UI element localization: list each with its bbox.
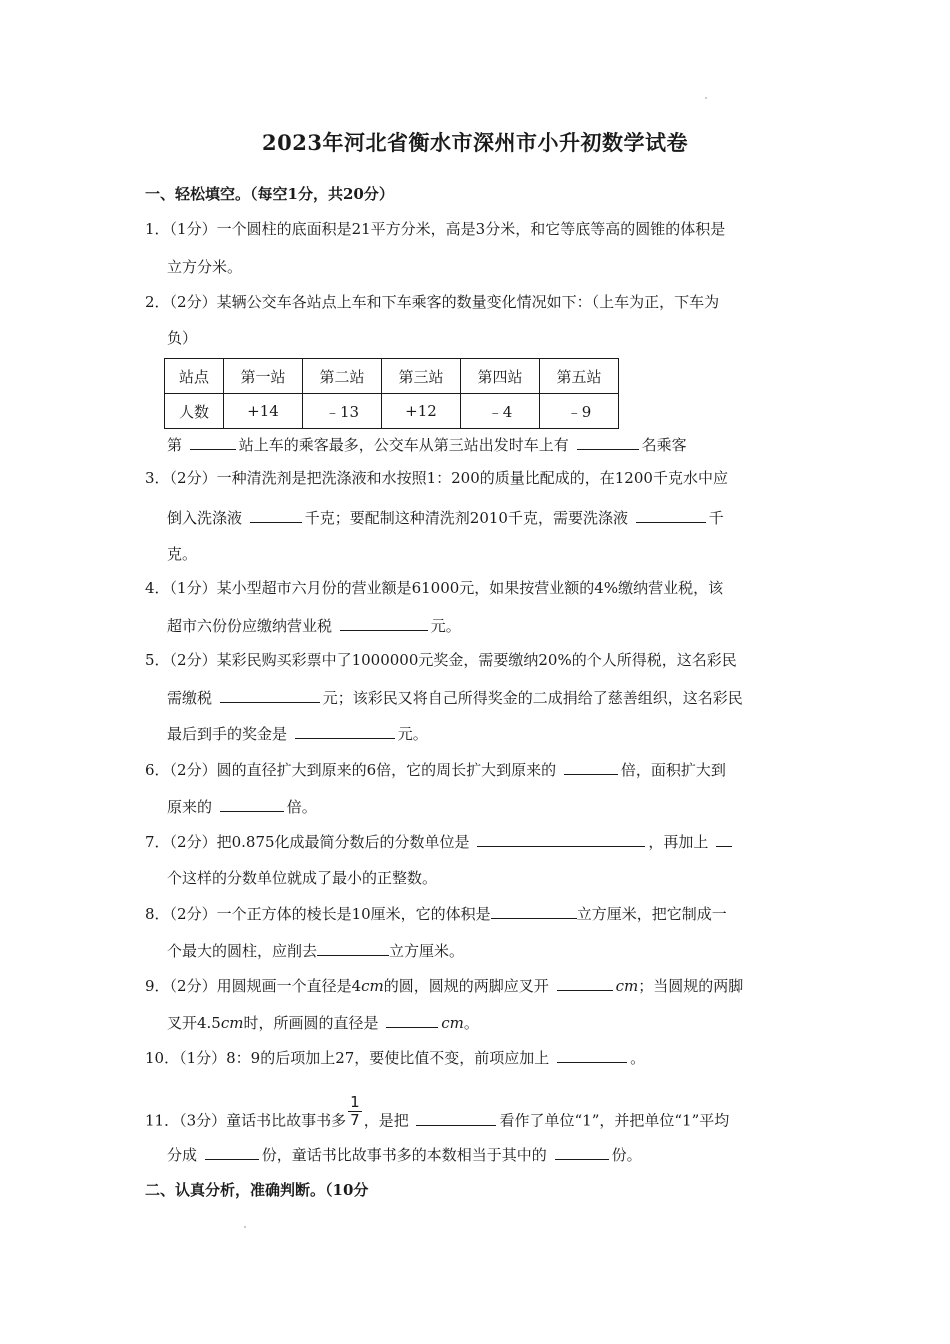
question-5-line-1: 5．（2分）某彩民购买彩票中了1000000元奖金，需要缴纳20%的个人所得税，这名彩民 <box>145 651 737 669</box>
table-cell: +12 <box>382 394 461 429</box>
question-1-line-2: 立方分米。 <box>167 258 243 276</box>
table-cell: 站点 <box>165 359 224 394</box>
question-7-line-1: 7．（2分）把0.875化成最简分数后的分数单位是 ，再加上 <box>145 830 810 852</box>
question-3-line-3: 克。 <box>167 545 198 563</box>
table-cell: 第五站 <box>540 359 619 394</box>
question-3-line-1: 3．（2分）一种清洗剂是把洗涤液和水按照1：200的质量比配成的，在1200千克水中应 <box>145 469 728 487</box>
table-cell: 第二站 <box>303 359 382 394</box>
table-cell: ﹣4 <box>461 394 540 429</box>
question-11-line-1: 11．（3分）童话书比故事书多 $\frac{1}{7}$ ，是把 看作了单位“1”，并把单位“1”平均 <box>145 1093 730 1130</box>
table-cell: 第三站 <box>382 359 461 394</box>
page-title: 2023年河北省衡水市深州市小升初数学试卷 <box>262 130 688 155</box>
question-2-line-3: 第 站上车的乘客最多，公交车从第三站出发时车上有 名乘客 <box>167 433 807 455</box>
question-7-line-2: 个这样的分数单位就成了最小的正整数。 <box>167 869 438 887</box>
question-10-line-1: 10．（1分）8：9的后项加上27，要使比值不变，前项应加上 。 <box>145 1046 810 1068</box>
fraction: $\frac{1}{7}$ <box>350 1093 360 1129</box>
section-2-heading: 二、认真分析，准确判断。（10分 <box>145 1181 369 1199</box>
question-1-line-1: 1．（1分）一个圆柱的底面积是21平方分米，高是3分米，和它等底等高的圆锥的体积是 <box>145 220 726 238</box>
scan-speck <box>705 97 707 99</box>
question-8-line-2: 个最大的圆柱，应削去 立方厘米。 <box>167 939 807 961</box>
question-5-line-2: 需缴税 元；该彩民又将自己所得奖金的二成捐给了慈善组织，这名彩民 <box>167 686 807 708</box>
scan-speck <box>244 1226 246 1228</box>
question-8-line-1: 8．（2分）一个正方体的棱长是10厘米，它的体积是 立方厘米，把它制成一 <box>145 902 810 924</box>
question-4-line-2: 超市六份份应缴纳营业税 元。 <box>167 614 807 636</box>
answer-blank[interactable] <box>491 902 577 919</box>
passenger-table <box>164 358 619 429</box>
answer-blank[interactable] <box>716 830 732 847</box>
question-3-line-2: 倒入洗涤液 千克；要配制这种清洗剂2010千克，需要洗涤液 千 <box>167 506 807 528</box>
table-cell: 第一站 <box>224 359 303 394</box>
table-cell: 第四站 <box>461 359 540 394</box>
question-2-line-1: 2．（2分）某辆公交车各站点上车和下车乘客的数量变化情况如下：（上车为正，下车为 <box>145 293 720 311</box>
answer-blank[interactable] <box>477 830 645 847</box>
section-1-heading: 一、轻松填空。（每空1分，共20分） <box>145 185 394 203</box>
question-6-line-1: 6．（2分）圆的直径扩大到原来的6倍，它的周长扩大到原来的 倍，面积扩大到 <box>145 758 810 780</box>
answer-blank[interactable] <box>295 722 395 739</box>
table-cell: ﹣9 <box>540 394 619 429</box>
answer-blank[interactable] <box>577 433 639 450</box>
answer-blank[interactable] <box>220 686 320 703</box>
table-cell: 人数 <box>165 394 224 429</box>
answer-blank[interactable] <box>557 974 613 991</box>
question-2-line-2: 负） <box>167 329 198 347</box>
question-4-line-1: 4．（1分）某小型超市六月份的营业额是61000元，如果按营业额的4%缴纳营业税，该 <box>145 579 724 597</box>
table-header-row <box>165 359 619 394</box>
question-9-line-2: 叉开4.5cm时，所画圆的直径是 cm。 <box>167 1011 807 1033</box>
table-cell: +14 <box>224 394 303 429</box>
answer-blank[interactable] <box>190 433 236 450</box>
answer-blank[interactable] <box>557 1046 627 1063</box>
answer-blank[interactable] <box>250 506 302 523</box>
question-9-line-1: 9．（2分）用圆规画一个直径是4cm的圆，圆规的两脚应叉开 cm；当圆规的两脚 <box>145 974 810 996</box>
answer-blank[interactable] <box>317 939 389 956</box>
table-cell: ﹣13 <box>303 394 382 429</box>
question-5-line-3: 最后到手的奖金是 元。 <box>167 722 807 744</box>
table-row <box>165 394 619 429</box>
answer-blank[interactable] <box>340 614 428 631</box>
answer-blank[interactable] <box>636 506 706 523</box>
answer-blank[interactable] <box>205 1143 259 1160</box>
answer-blank[interactable] <box>416 1109 496 1126</box>
answer-blank[interactable] <box>555 1143 609 1160</box>
question-6-line-2: 原来的 倍。 <box>167 795 807 817</box>
answer-blank[interactable] <box>564 758 618 775</box>
answer-blank[interactable] <box>220 795 284 812</box>
question-11-line-2: 分成 份，童话书比故事书多的本数相当于其中的 份。 <box>167 1143 807 1165</box>
answer-blank[interactable] <box>386 1011 438 1028</box>
